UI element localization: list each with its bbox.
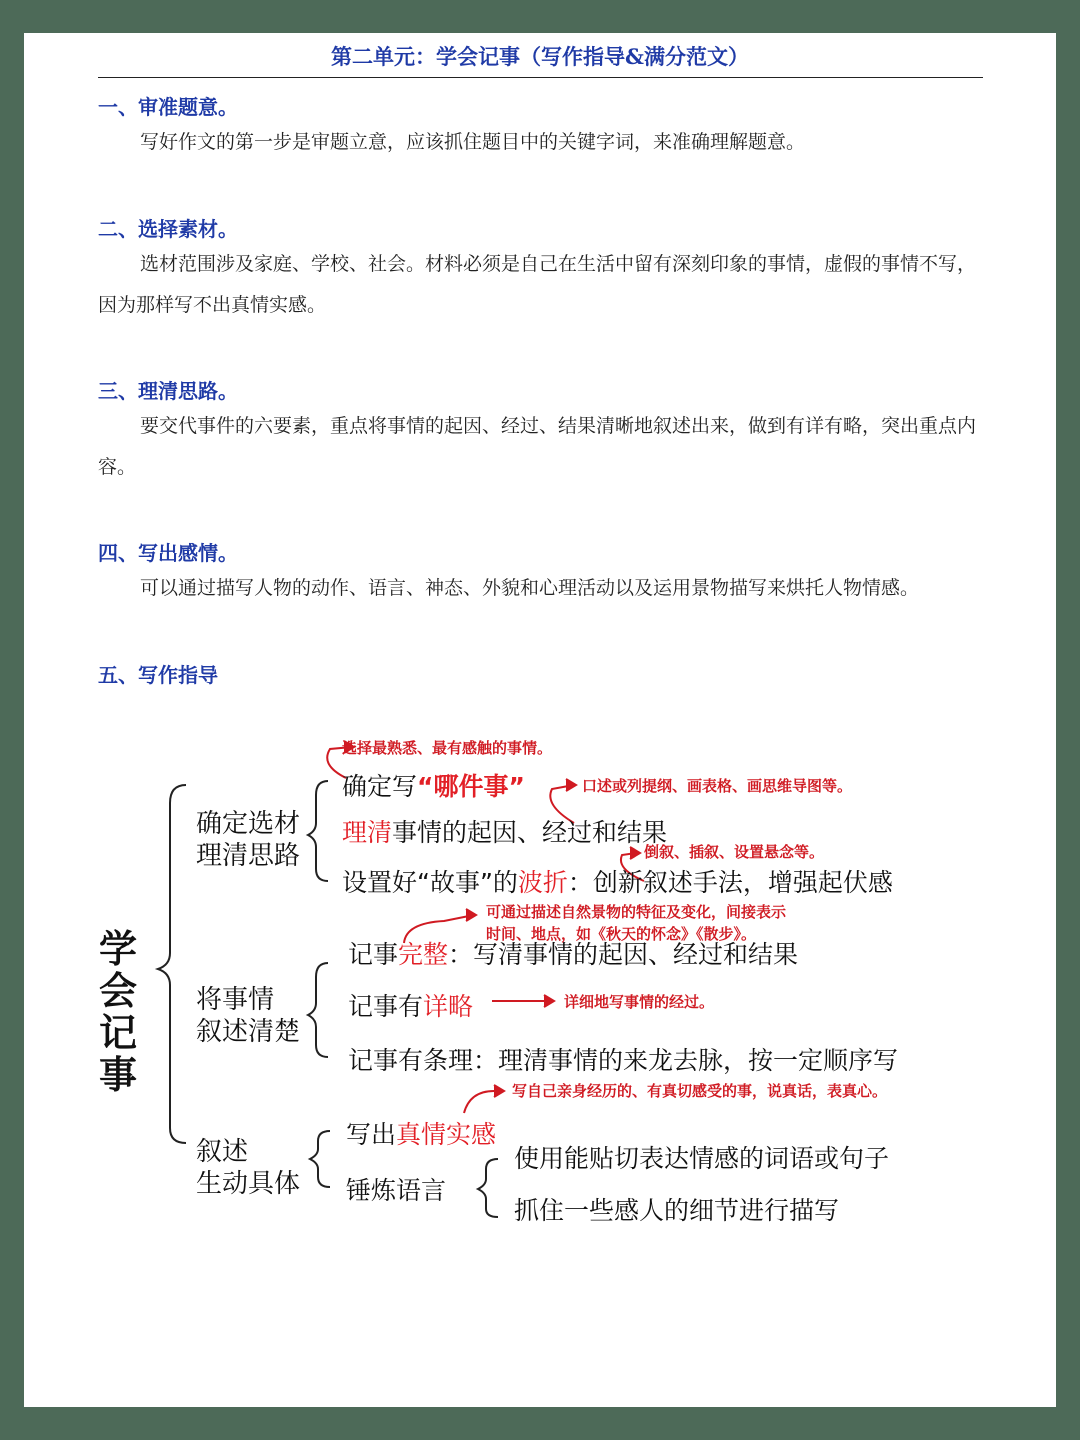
note-6: 写自己亲身经历的、有真切感受的事，说真话，表真心。	[512, 1082, 888, 1100]
section-body-4: 可以通过描写人物的动作、语言、神态、外貌和心理活动以及运用景物描写来烘托人物情感。	[140, 577, 920, 599]
b1-item3-red: 波折	[517, 868, 568, 897]
note-5: 详细地写事情的经过。	[564, 993, 715, 1011]
arrow-n5-head	[544, 995, 554, 1007]
b1-item3-text-b: ：创新叙述手法，增强起伏感	[567, 868, 893, 897]
page-title: 第二单元：学会记事（写作指导&满分范文）	[331, 44, 749, 69]
arrow-n6-head	[494, 1085, 504, 1097]
root-brace	[158, 785, 186, 1143]
branch1-label-line2: 理清思路	[196, 841, 301, 871]
b3-item1-text: 写出	[346, 1120, 397, 1149]
b1-item1-text: 确定写	[342, 772, 418, 801]
b1-item3	[342, 863, 893, 899]
b2-item2-red: 详略	[423, 992, 474, 1021]
section-body-1: 写好作文的第一步是审题立意，应该抓住题目中的关键字词，来准确理解题意。	[140, 131, 806, 153]
b2-item2	[348, 987, 473, 1023]
b2-item1-red: 完整	[398, 940, 449, 969]
note-3: 倒叙、插叙、设置悬念等。	[644, 843, 825, 861]
branch3-label-line2: 生动具体	[196, 1169, 301, 1199]
b3-item2: 锤炼语言	[346, 1176, 447, 1205]
document-page	[24, 33, 1056, 1407]
branch2-brace	[308, 963, 328, 1057]
language-brace	[478, 1159, 498, 1217]
title-divider	[98, 77, 983, 78]
section-body-3: 要交代事件的六要素，重点将事情的起因、经过、结果清晰地叙述出来，做到有详有略，突出重点内容。	[98, 415, 977, 478]
root-char-2: 会	[98, 969, 137, 1013]
b1-item3-text-a: 设置好“故事”的	[342, 868, 518, 897]
b1-item1-red: “哪件事”	[417, 772, 525, 801]
b3-item1	[346, 1115, 496, 1151]
section-heading-2: 二、选择素材。	[98, 217, 238, 241]
branch3-label-line1: 叙述	[196, 1137, 249, 1167]
b3-item1-red: 真情实感	[396, 1120, 497, 1149]
b1-item1	[342, 767, 525, 803]
root-node	[94, 928, 142, 1096]
root-char-4: 事	[98, 1053, 137, 1097]
b3-item2-sub2: 抓住一些感人的细节进行描写	[514, 1196, 840, 1225]
branch3-brace	[310, 1131, 330, 1187]
root-char-3: 记	[98, 1011, 137, 1055]
note-2: 口述或列提纲、画表格、画思维导图等。	[582, 777, 853, 795]
b2-item1-text-b: ：写清事情的起因、经过和结果	[448, 940, 799, 969]
root-char-1: 学	[98, 927, 137, 971]
note-4-line2: 时间、地点，如《秋天的怀念》《散步》。	[486, 925, 757, 943]
b2-item3: 记事有条理：理清事情的来龙去脉，按一定顺序写	[348, 1046, 899, 1075]
branch2-label-line2: 叙述清楚	[196, 1017, 301, 1047]
b2-item2-text: 记事有	[348, 992, 424, 1021]
mind-map	[24, 673, 1056, 1233]
branch2-label-line1: 将事情	[196, 985, 275, 1015]
section-heading-4: 四、写出感情。	[98, 541, 238, 565]
branch1-label-line1: 确定选材	[196, 809, 301, 839]
b3-item2-sub1: 使用能贴切表达情感的词语或句子	[514, 1144, 890, 1173]
b1-item2-red: 理清	[342, 818, 393, 847]
b1-item2-text: 事情的起因、经过和结果	[392, 818, 668, 847]
section-heading-1: 一、审准题意。	[98, 95, 238, 119]
guide-heading: 五、写作指导	[98, 663, 218, 687]
section-body-2: 选材范围涉及家庭、学校、社会。材料必须是自己在生活中留有深刻印象的事情，虚假的事情不写，因为那样写不出真情实感。	[98, 253, 977, 316]
note-1: 选择最熟悉、最有感触的事情。	[342, 739, 553, 757]
section-heading-3: 三、理清思路。	[98, 379, 238, 403]
arrow-n2-head	[566, 779, 576, 791]
note-4-line1: 可通过描述自然景物的特征及变化，间接表示	[486, 903, 787, 921]
arrow-n4-head	[466, 909, 476, 921]
b2-item1-text-a: 记事	[348, 940, 399, 969]
branch1-brace	[308, 781, 328, 881]
b1-item2	[342, 813, 667, 849]
